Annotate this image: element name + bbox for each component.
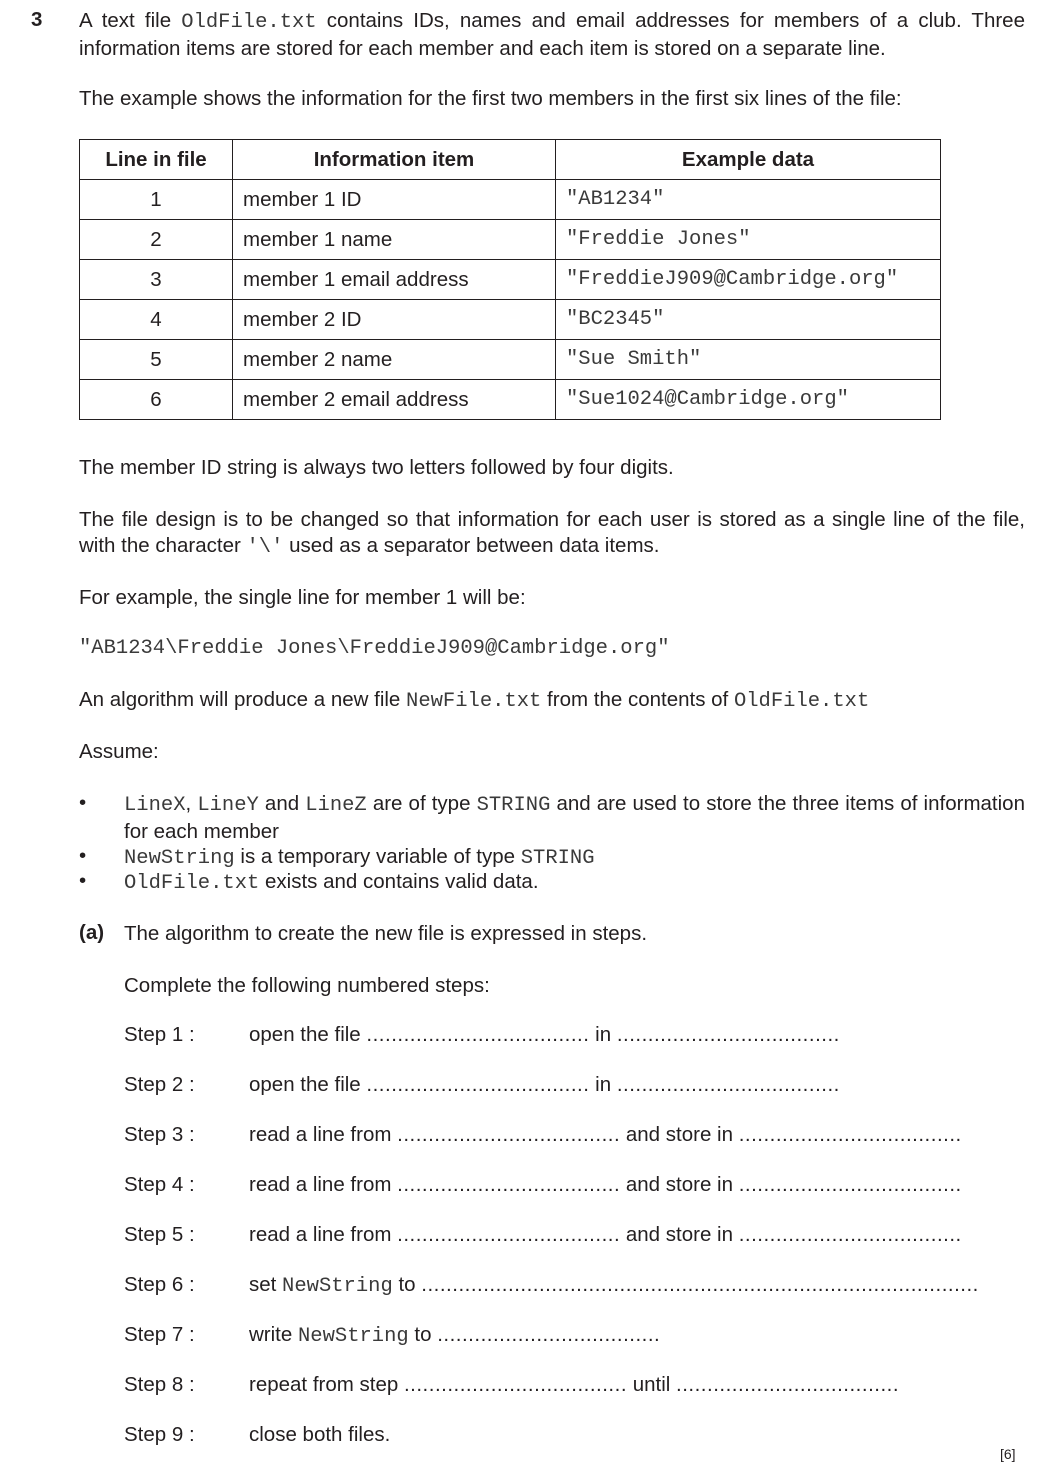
information-item-cell: member 2 email address [233,380,556,420]
newstring-variable: NewString [124,847,235,870]
example-data-cell: "Sue1024@Cambridge.org" [556,380,941,420]
step-5-label: Step 5 : [124,1223,195,1246]
part-a-label: (a) [79,921,105,944]
design-change-text-2: used as a separator between data items. [283,534,660,557]
bullet-icon: • [79,869,87,892]
bullet-icon: • [79,844,87,867]
answer-blank[interactable]: .......................................................................................... [421,1273,979,1296]
bullet-text: , [185,792,198,815]
bullet-text: and are used to store the three items of information for each member [124,792,1025,843]
algorithm-text-2: from the contents of [541,688,734,711]
example-data-cell: "AB1234" [556,180,941,220]
line-number-cell: 1 [80,180,233,220]
step-text: in [589,1023,617,1046]
answer-blank[interactable]: .................................... [437,1323,661,1346]
example-data-cell: "Sue Smith" [556,340,941,380]
step-9-label: Step 9 : [124,1423,195,1446]
step-text: read a line from [249,1173,398,1196]
step-text: write [249,1323,298,1346]
bullet-item [124,869,1025,897]
step-3-label: Step 3 : [124,1123,195,1146]
intro-text-2: contains IDs, names and email addresses for members of a club. Three information items are stored for each member and each item is stored on a separate line. [79,9,1025,60]
step-9-body: close both files. [249,1423,391,1446]
step-4-body [249,1173,962,1197]
step-3-body [249,1123,962,1147]
step-4-label: Step 4 : [124,1173,195,1196]
bullet-text: and [258,792,306,815]
linex-variable: LineX [124,794,186,817]
old-file-name: OldFile.txt [733,690,870,713]
line-number-cell: 2 [80,220,233,260]
step-2-body [249,1073,840,1097]
bullet-text: is a temporary variable of type [234,845,521,868]
table-row [80,220,941,260]
id-rule-text: The member ID string is always two letters followed by four digits. [79,456,674,479]
step-text: set [249,1273,283,1296]
step-text: read a line from [249,1223,398,1246]
question-number: 3 [31,8,43,31]
part-a-text: The algorithm to create the new file is expressed in steps. [124,922,648,945]
new-file-name: NewFile.txt [406,690,542,713]
table-row [80,180,941,220]
information-item-cell: member 1 ID [233,180,556,220]
step-text: to [392,1273,422,1296]
answer-blank[interactable]: .................................... [616,1073,840,1096]
step-8-label: Step 8 : [124,1373,195,1396]
header-example-data: Example data [556,140,941,180]
answer-blank[interactable]: .................................... [397,1223,621,1246]
separator-character: '\' [246,536,284,559]
answer-blank[interactable]: .................................... [676,1373,900,1396]
step-7-label: Step 7 : [124,1323,195,1346]
part-a-instruction: Complete the following numbered steps: [124,974,490,997]
answer-blank[interactable]: .................................... [366,1023,590,1046]
step-text: to [408,1323,438,1346]
algorithm-paragraph [79,687,1025,715]
answer-blank[interactable]: .................................... [738,1123,962,1146]
step-1-body [249,1023,840,1047]
example-data-cell: "FreddieJ909@Cambridge.org" [556,260,941,300]
string-type: STRING [476,794,551,817]
newstring-variable: NewString [297,1325,409,1348]
bullet-text: are of type [366,792,477,815]
step-text: and store in [620,1173,739,1196]
step-7-body [249,1323,660,1348]
step-6-label: Step 6 : [124,1273,195,1296]
header-information-item: Information item [233,140,556,180]
information-item-cell: member 2 ID [233,300,556,340]
step-text: in [589,1073,617,1096]
table-row [80,380,941,420]
step-text: open the file [249,1023,367,1046]
answer-blank[interactable]: .................................... [397,1173,621,1196]
string-type: STRING [520,847,595,870]
line-number-cell: 6 [80,380,233,420]
bullet-item [124,791,1025,845]
table-row [80,260,941,300]
algorithm-text: An algorithm will produce a new file [79,688,407,711]
linez-variable: LineZ [305,794,367,817]
newstring-variable: NewString [282,1275,393,1298]
answer-blank[interactable]: .................................... [397,1123,621,1146]
step-text: read a line from [249,1123,398,1146]
step-text: and store in [620,1123,739,1146]
step-text: repeat from step [249,1373,404,1396]
line-number-cell: 3 [80,260,233,300]
example-single-line: "AB1234\Freddie Jones\FreddieJ909@Cambridge.org" [79,637,670,660]
marks-label: [6] [1000,1446,1016,1462]
assume-label: Assume: [79,740,159,763]
step-text: and store in [620,1223,739,1246]
bullet-icon: • [79,791,87,814]
file-lines-table [79,139,941,420]
step-text: open the file [249,1073,367,1096]
answer-blank[interactable]: .................................... [738,1223,962,1246]
line-number-cell: 5 [80,340,233,380]
step-2-label: Step 2 : [124,1073,195,1096]
table-header-row [80,140,941,180]
information-item-cell: member 1 email address [233,260,556,300]
step-5-body [249,1223,962,1247]
bullet-text: exists and contains valid data. [259,870,539,893]
liney-variable: LineY [197,794,259,817]
intro-text: A text file [79,9,182,32]
bullet-item [124,844,1025,872]
design-change-text: The file design is to be changed so that information for each user is stored as a single line of the file, with the character [79,508,1025,557]
example-intro: The example shows the information for the first two members in the first six lines of the file: [79,87,902,110]
old-file-name: OldFile.txt [181,11,317,34]
answer-blank[interactable]: .................................... [616,1023,840,1046]
example-data-cell: "Freddie Jones" [556,220,941,260]
step-6-body [249,1273,979,1298]
example-data-cell: "BC2345" [556,300,941,340]
example-line-intro: For example, the single line for member 1 will be: [79,586,526,609]
table-row [80,300,941,340]
information-item-cell: member 2 name [233,340,556,380]
header-line-in-file: Line in file [80,140,233,180]
step-8-body [249,1373,899,1397]
answer-blank[interactable]: .................................... [403,1373,628,1396]
answer-blank[interactable]: .................................... [738,1173,962,1196]
step-1-label: Step 1 : [124,1023,195,1046]
step-text: until [627,1373,677,1396]
design-change-paragraph [79,507,1025,561]
answer-blank[interactable]: .................................... [366,1073,590,1096]
old-file-name: OldFile.txt [124,872,260,895]
line-number-cell: 4 [80,300,233,340]
information-item-cell: member 1 name [233,220,556,260]
intro-paragraph [79,8,1025,62]
table-row [80,340,941,380]
